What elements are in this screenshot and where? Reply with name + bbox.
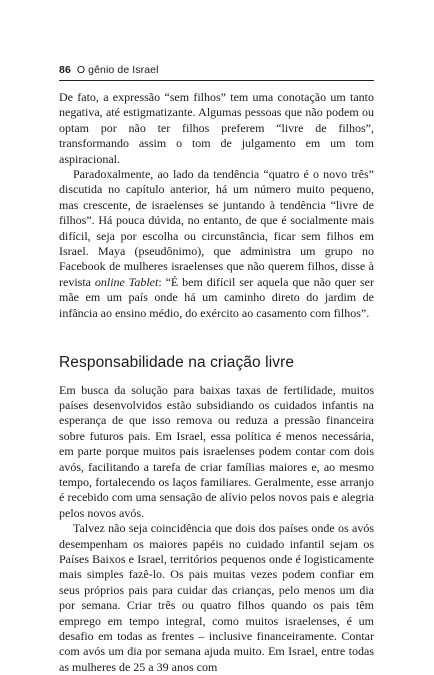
header-rule [59, 80, 374, 81]
section-heading: Responsabilidade na criação livre [59, 354, 295, 372]
paragraph: Talvez não seja coincidência que dois dos países onde os avós desempenham os maiores papéis no cuidado infantil sejam os Países Baixos e Israel, territórios pequenos onde é logisticamente mais simples fazê-lo. Os pais muitas vezes podem confiar em seus próprios pais para cuidar das crianças, pelo menos um dia por semana. Criar três ou quatro filhos quando os pais têm emprego em tempo integral, como muitos israelenses, é um desafio em todas as frentes – inclusive financeiramente. Contar com avós um dia por semana ajuda muito. Em Israel, entre todas as mulheres de 25 a 39 anos com [59, 521, 374, 674]
page-number: 86 [59, 64, 71, 76]
paragraph: Em busca da solução para baixas taxas de fertilidade, muitos países desenvolvidos estão subsidiando os cuidados infantis na esperança de que isso remova ou reduza a pressão financeira sobre futuros pais. Em Israel, essa política é menos necessária, em parte porque muitos pais israelenses podem contar com dois avós, facilitando a tarefa de criar famílias maiores e, ao mesmo tempo, fortalecendo os laços familiares. Geralmente, esse arranjo é recebido com uma sensação de alívio pelos novos pais e alegria pelos novos avós. [59, 382, 374, 520]
publication-name: online Tablet [94, 274, 159, 289]
paragraph-text: Paradoxalmente, ao lado da tendência “quatro é o novo três” discutida no capítulo anterior, há um número muito pequeno, mas crescente, de israelenses se juntando à tendência “livre de filhos”. Há pouca dúvida, no entanto, de que é socialmente mais difícil, seja por escolha ou circunstância, ficar sem filhos em Israel. Maya (pseudônimo), que administra um grupo no Facebook de mulheres israelenses que não querem filhos, disse à revista [59, 167, 374, 289]
paragraph [59, 167, 374, 321]
page-body [59, 90, 374, 675]
running-head [59, 64, 159, 76]
paragraph-text: : “É bem difícil ser aquela que não quer ser mãe em um país onde há um caminho direto do jardim de infância ao ensino médio, do exército ao casamento com filhos”. [59, 274, 374, 320]
running-title: O gênio de Israel [76, 64, 159, 76]
paragraph: De fato, a expressão “sem filhos” tem uma conotação um tanto negativa, até estigmatizante. Algumas pessoas que não podem ou optam por não ter filhos preferem “livre de filhos”, transformando assim o tom de julgamento em um tom aspiracional. [59, 90, 374, 166]
